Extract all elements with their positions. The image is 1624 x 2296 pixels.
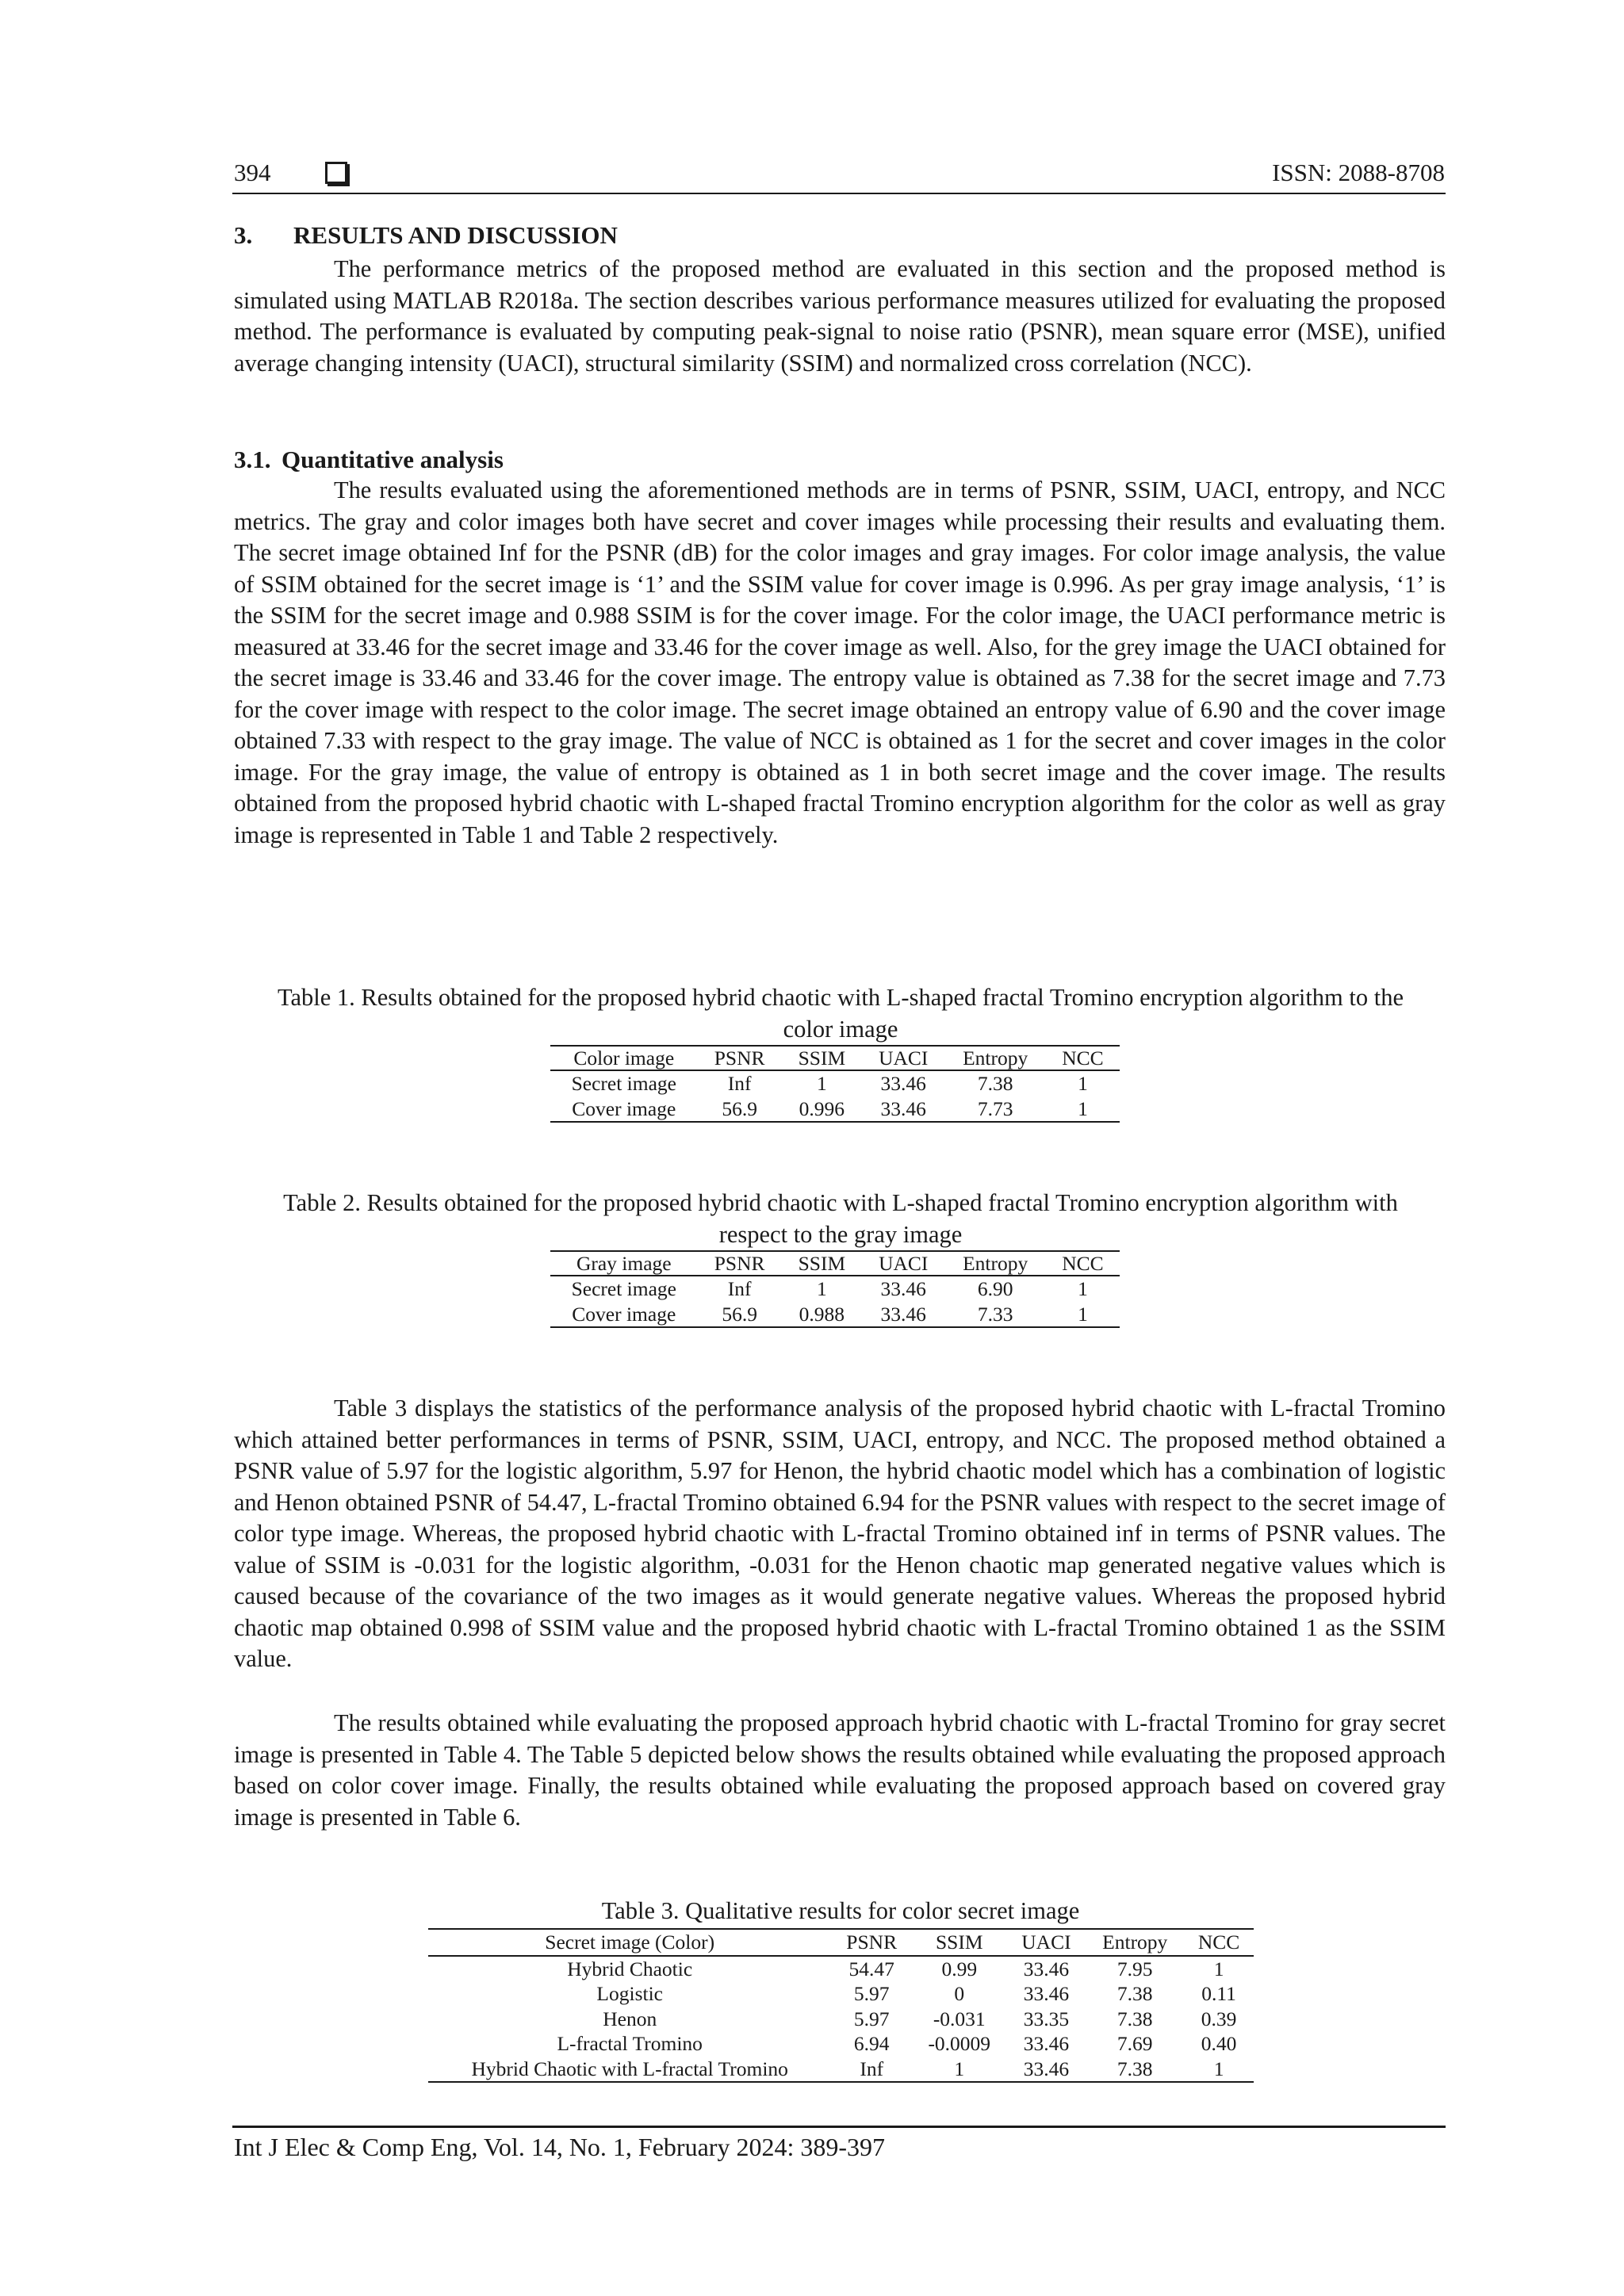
table-cell: 0.99	[941, 1957, 978, 1980]
subsection-number: 3.1.	[234, 446, 271, 473]
header-divider	[232, 193, 1446, 194]
table-header-cell: Secret image (Color)	[428, 1929, 831, 1956]
table-cell: 7.38	[1116, 1982, 1153, 2005]
section-title: RESULTS AND DISCUSSION	[293, 221, 618, 249]
table-header-cell: NCC	[1184, 1929, 1254, 1956]
table-cell: 0	[954, 1982, 965, 2005]
table-header-cell: SSIM	[912, 1929, 1007, 1956]
table-cell: 6.94	[853, 2032, 890, 2055]
paragraph-text: The performance metrics of the proposed method are evaluated in this section and the proposed method is simulated using MATLAB R2018a. The section describes various performance measures utilized for evaluating the proposed method. The performance is evaluated by computing peak-signal to noise ratio (PSNR), mean square error (MSE), unified average changing intensity (UACI), structural similarity (SSIM) and normalized cross correlation (NCC).	[234, 255, 1446, 377]
table-cell: 0.11	[1201, 1982, 1236, 2005]
table-cell: Hybrid Chaotic with L-fractal Tromino	[428, 2057, 831, 2083]
table-row	[428, 1981, 1254, 2007]
table-cell: 7.38	[977, 1072, 1013, 1095]
table-cell: 33.46	[880, 1072, 926, 1095]
table-header-cell: UACI	[862, 1251, 945, 1276]
journal-issn: ISSN: 2088-8708	[1272, 159, 1445, 186]
table-cell: Secret image	[571, 1277, 676, 1300]
table-header-cell: UACI	[1007, 1929, 1086, 1956]
table-cell: 1	[1046, 1096, 1120, 1123]
quantitative-analysis-paragraph	[234, 475, 1446, 851]
table-cell: 7.38	[1116, 2007, 1153, 2030]
section-heading	[234, 221, 618, 250]
table-header-cell: Color image	[550, 1046, 698, 1070]
section-intro-paragraph	[234, 254, 1446, 379]
table-header-cell: NCC	[1046, 1046, 1120, 1070]
table-cell: 56.9	[698, 1096, 782, 1123]
table-row	[428, 2031, 1254, 2057]
table3-header-row	[428, 1929, 1254, 1956]
table-cell: 1	[1184, 2057, 1254, 2083]
table-cell: L-fractal Tromino	[557, 2032, 703, 2055]
table-cell: 0.996	[782, 1096, 862, 1123]
table-header-cell: SSIM	[782, 1251, 862, 1276]
table-cell: 1	[1046, 1302, 1120, 1328]
table-header-cell: PSNR	[698, 1046, 782, 1070]
table-cell: -0.031	[933, 2007, 986, 2030]
table2-header-row	[550, 1251, 1120, 1276]
subsection-title: Quantitative analysis	[282, 446, 504, 473]
table3	[428, 1928, 1254, 2083]
table-header-cell: Entropy	[944, 1046, 1045, 1070]
table2	[550, 1250, 1120, 1328]
table-cell: 7.73	[944, 1096, 1045, 1123]
footer-divider	[232, 2126, 1446, 2128]
section-number: 3.	[234, 221, 253, 249]
table-cell: 7.95	[1116, 1957, 1153, 1980]
table-cell: Cover image	[550, 1302, 698, 1328]
table-cell: 33.46	[1007, 2057, 1086, 2083]
table-cell: 1	[816, 1072, 827, 1095]
paragraph-text: The results evaluated using the aforementioned methods are in terms of PSNR, SSIM, UACI, entropy, and NCC metrics. The gray and color images both have secret and cover images while processing their results and evaluating them. The secret image obtained Inf for the PSNR (dB) for the color images and gray images. For color image analysis, the value of SSIM obtained for the secret image is ‘1’ and the SSIM value for cover image is 0.996. As per gray image analysis, ‘1’ is the SSIM for the secret image and 0.988 SSIM is for the cover image. For the color image, the UACI performance metric is measured at 33.46 for the secret image and 33.46 for the cover image as well. Also, for the grey image the UACI obtained for the secret image is 33.46 and 33.46 for the cover image. The entropy value is obtained as 7.38 for the secret image and 7.73 for the cover image with respect to the color image. The secret image obtained an entropy value of 6.90 and the cover image obtained 7.33 with respect to the gray image. The value of NCC is obtained as 1 for the secret and cover images in the color image. For the gray image, the value of entropy is obtained as 1 in both secret image and the cover image. The results obtained from the proposed hybrid chaotic with L-shaped fractal Tromino encryption algorithm for the color as well as gray image is represented in Table 1 and Table 2 respectively.	[234, 476, 1446, 848]
table-header-cell: Entropy	[944, 1251, 1045, 1276]
table-cell: 0.39	[1201, 2007, 1237, 2030]
subsection-heading	[234, 446, 504, 474]
table-cell: 33.35	[1023, 2007, 1070, 2030]
table-row	[428, 2057, 1254, 2083]
table-cell: 0.40	[1201, 2032, 1237, 2055]
table-cell: 33.46	[1023, 1957, 1070, 1980]
journal-citation: Int J Elec & Comp Eng, Vol. 14, No. 1, February 2024: 389-397	[234, 2133, 885, 2161]
table-row	[428, 1956, 1254, 1982]
table-cell: 1	[1078, 1277, 1088, 1300]
table-cell: Hybrid Chaotic	[567, 1957, 693, 1980]
table-cell: 7.69	[1116, 2032, 1153, 2055]
table-header-cell: Entropy	[1086, 1929, 1184, 1956]
table-cell: Henon	[603, 2007, 657, 2030]
table-cell: 5.97	[853, 2007, 890, 2030]
table1-caption: Table 1. Results obtained for the proposed hybrid chaotic with L-shaped fractal Tromino encryption algorithm to the color image	[277, 984, 1404, 1043]
table-cell: 33.46	[880, 1277, 926, 1300]
table-header-cell: NCC	[1046, 1251, 1120, 1276]
table-cell: Inf	[727, 1072, 752, 1095]
page-number: 394	[234, 159, 271, 186]
table-cell: 1	[1213, 1957, 1224, 1980]
table-cell: 1	[816, 1277, 827, 1300]
table-cell: 1	[912, 2057, 1007, 2083]
table-row	[550, 1096, 1120, 1123]
paragraph-text: Table 3 displays the statistics of the performance analysis of the proposed hybrid chaotic with L-fractal Tromino which attained better performances in terms of PSNR, SSIM, UACI, entropy, and NCC. The proposed method obtained a PSNR value of 5.97 for the logistic algorithm, 5.97 for Henon, the hybrid chaotic model which has a combination of logistic and Henon obtained PSNR of 54.47, L-fractal Tromino obtained 6.94 for the PSNR values with respect to the secret image of color type image. Whereas, the proposed hybrid chaotic with L-fractal Tromino obtained inf in terms of PSNR values. The value of SSIM is -0.031 for the logistic algorithm, -0.031 for the Henon chaotic map generated negative values which is caused because of the covariance of the two images as it would generate negative values. Whereas the proposed hybrid chaotic map obtained 0.998 of SSIM value and the proposed hybrid chaotic with L-fractal Tromino obtained 1 as the SSIM value.	[234, 1395, 1446, 1672]
table-cell: 54.47	[848, 1957, 894, 1980]
table-cell: Inf	[831, 2057, 912, 2083]
table3-discussion-paragraph	[234, 1393, 1446, 1675]
table-cell: 33.46	[862, 1302, 945, 1328]
table-header-cell: UACI	[862, 1046, 945, 1070]
table-cell: 7.33	[944, 1302, 1045, 1328]
table-header-cell: PSNR	[698, 1251, 782, 1276]
table-cell: 7.38	[1086, 2057, 1184, 2083]
table-row	[550, 1302, 1120, 1328]
table-cell: 56.9	[698, 1302, 782, 1328]
table-cell: 6.90	[977, 1277, 1013, 1300]
table-cell: 33.46	[862, 1096, 945, 1123]
table-header-cell: SSIM	[782, 1046, 862, 1070]
table-cell: Cover image	[550, 1096, 698, 1123]
table-row	[428, 2007, 1254, 2032]
table-cell: -0.0009	[928, 2032, 991, 2055]
table1	[550, 1045, 1120, 1123]
table-header-cell: Gray image	[550, 1251, 698, 1276]
table2-caption: Table 2. Results obtained for the proposed hybrid chaotic with L-shaped fractal Tromino encryption algorithm with respect to the gray image	[283, 1189, 1398, 1248]
table-cell: 33.46	[1023, 2032, 1070, 2055]
paragraph-text: The results obtained while evaluating the proposed approach hybrid chaotic with L-fractal Tromino for gray secret image is presented in Table 4. The Table 5 depicted below shows the results obtained while evaluating the proposed approach based on color cover image. Finally, the results obtained while evaluating the proposed approach based on covered gray image is presented in Table 6.	[234, 1709, 1446, 1831]
checkbox-square-icon	[325, 162, 347, 184]
table-header-cell: PSNR	[831, 1929, 912, 1956]
table-cell: 0.988	[782, 1302, 862, 1328]
table-cell: 33.46	[1023, 1982, 1070, 2005]
table-cell: Inf	[727, 1277, 752, 1300]
table1-header-row	[550, 1046, 1120, 1070]
table-row	[550, 1070, 1120, 1096]
results-summary-paragraph	[234, 1708, 1446, 1833]
table-cell: 5.97	[853, 1982, 890, 2005]
table3-caption: Table 3. Qualitative results for color secret image	[601, 1897, 1080, 1924]
page-header-left	[234, 159, 347, 187]
table-cell: 1	[1078, 1072, 1088, 1095]
table-row	[550, 1276, 1120, 1302]
table-cell: Logistic	[596, 1982, 663, 2005]
table-cell: Secret image	[571, 1072, 676, 1095]
